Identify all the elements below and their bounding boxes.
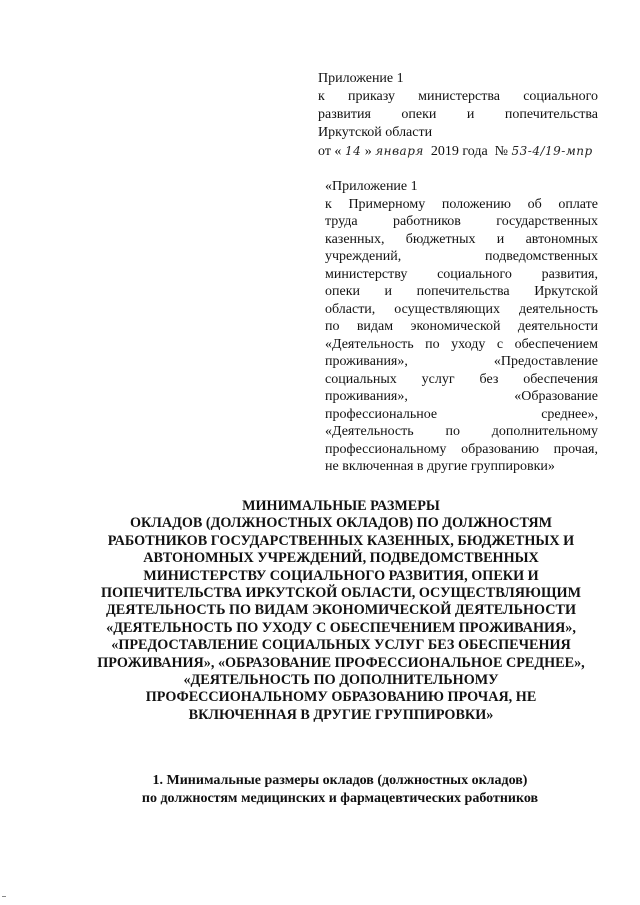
title-line: МИНИСТЕРСТВУ СОЦИАЛЬНОГО РАЗВИТИЯ, ОПЕКИ И — [143, 567, 539, 584]
title-line: ВКЛЮЧЕННАЯ В ДРУГИЕ ГРУППИРОВКИ» — [188, 706, 494, 723]
regulation-line: не включенная в другие группировки» — [325, 459, 555, 474]
regulation-line: проживания», «Образование — [325, 389, 598, 404]
title-line: ОКЛАДОВ (ДОЛЖНОСТНЫХ ОКЛАДОВ) ПО ДОЛЖНОСТЯМ — [129, 515, 553, 532]
date-prefix: от « — [318, 144, 342, 159]
appendix-region-line: Иркутской области — [318, 125, 433, 140]
date-mid: » — [364, 144, 372, 159]
section-heading-line: 1. Минимальные размеры окладов (должностных окладов) — [152, 773, 528, 788]
regulation-line: социальных услуг без обеспечения — [325, 371, 598, 387]
appendix-header — [318, 70, 598, 161]
regulation-appendix-block — [325, 178, 598, 476]
regulation-line: к Примерному положению об оплате — [325, 196, 598, 212]
scan-edge-mark — [2, 896, 6, 897]
appendix-ministry-line: развития опеки и попечительства — [318, 107, 598, 122]
regulation-line: опеки и попечительства Иркутской — [325, 284, 598, 299]
title-line: МИНИМАЛЬНЫЕ РАЗМЕРЫ — [242, 498, 440, 514]
title-line: ПРОЖИВАНИЯ», «ОБРАЗОВАНИЕ ПРОФЕССИОНАЛЬНОЕ СРЕДНЕЕ», — [97, 654, 585, 671]
regulation-line: «Приложение 1 — [325, 179, 418, 194]
regulation-line: министерству социального развития, — [325, 266, 598, 282]
appendix-order-line: к приказу министерства социального — [318, 89, 598, 104]
date-day-handwritten: 14 — [344, 144, 362, 158]
regulation-line: области, осуществляющих деятельность — [325, 301, 598, 317]
section-heading-line: по должностям медицинских и фармацевтических работников — [141, 791, 539, 806]
regulation-line: профессиональное среднее», — [325, 406, 598, 422]
regulation-line: труда работников государственных — [325, 214, 598, 229]
regulation-line: «Деятельность по дополнительному — [325, 424, 598, 439]
document-title — [76, 498, 606, 724]
title-line: ПОПЕЧИТЕЛЬСТВА ИРКУТСКОЙ ОБЛАСТИ, ОСУЩЕСТВЛЯЮЩИМ — [101, 585, 581, 602]
appendix-label: Приложение 1 — [318, 71, 404, 86]
title-line: ПРОФЕССИОНАЛЬНОМУ ОБРАЗОВАНИЮ ПРОЧАЯ, НЕ — [145, 689, 537, 706]
number-sign: № — [494, 144, 509, 159]
section-heading — [90, 772, 590, 808]
title-line: РАБОТНИКОВ ГОСУДАРСТВЕННЫХ КАЗЕННЫХ, БЮДЖЕТНЫХ И — [107, 532, 575, 549]
regulation-line: по видам экономической деятельности — [325, 319, 598, 334]
regulation-line: проживания», «Предоставление — [325, 354, 598, 369]
regulation-line: казенных, бюджетных и автономных — [325, 231, 598, 247]
regulation-line: учреждений, подведомственных — [325, 249, 598, 264]
order-number-handwritten: 53-4/19-мпр — [511, 144, 593, 158]
title-line: «ДЕЯТЕЛЬНОСТЬ ПО ДОПОЛНИТЕЛЬНОМУ — [183, 672, 499, 689]
title-line: «ПРЕДОСТАВЛЕНИЕ СОЦИАЛЬНЫХ УСЛУГ БЕЗ ОБЕСПЕЧЕНИЯ — [111, 637, 571, 654]
title-line: АВТОНОМНЫХ УЧРЕЖДЕНИЙ, ПОДВЕДОМСТВЕННЫХ — [143, 550, 539, 567]
regulation-line: «Деятельность по уходу с обеспечением — [325, 336, 598, 352]
title-line: «ДЕЯТЕЛЬНОСТЬ ПО УХОДУ С ОБЕСПЕЧЕНИЕМ ПРОЖИВАНИЯ», — [106, 619, 576, 636]
date-year: 2019 года — [430, 144, 488, 159]
appendix-date-line — [318, 142, 598, 161]
date-month-handwritten: января — [375, 144, 424, 158]
title-line: ДЕЯТЕЛЬНОСТЬ ПО ВИДАМ ЭКОНОМИЧЕСКОЙ ДЕЯТЕЛЬНОСТИ — [105, 602, 576, 619]
regulation-line: профессиональному образованию прочая, — [325, 441, 598, 457]
